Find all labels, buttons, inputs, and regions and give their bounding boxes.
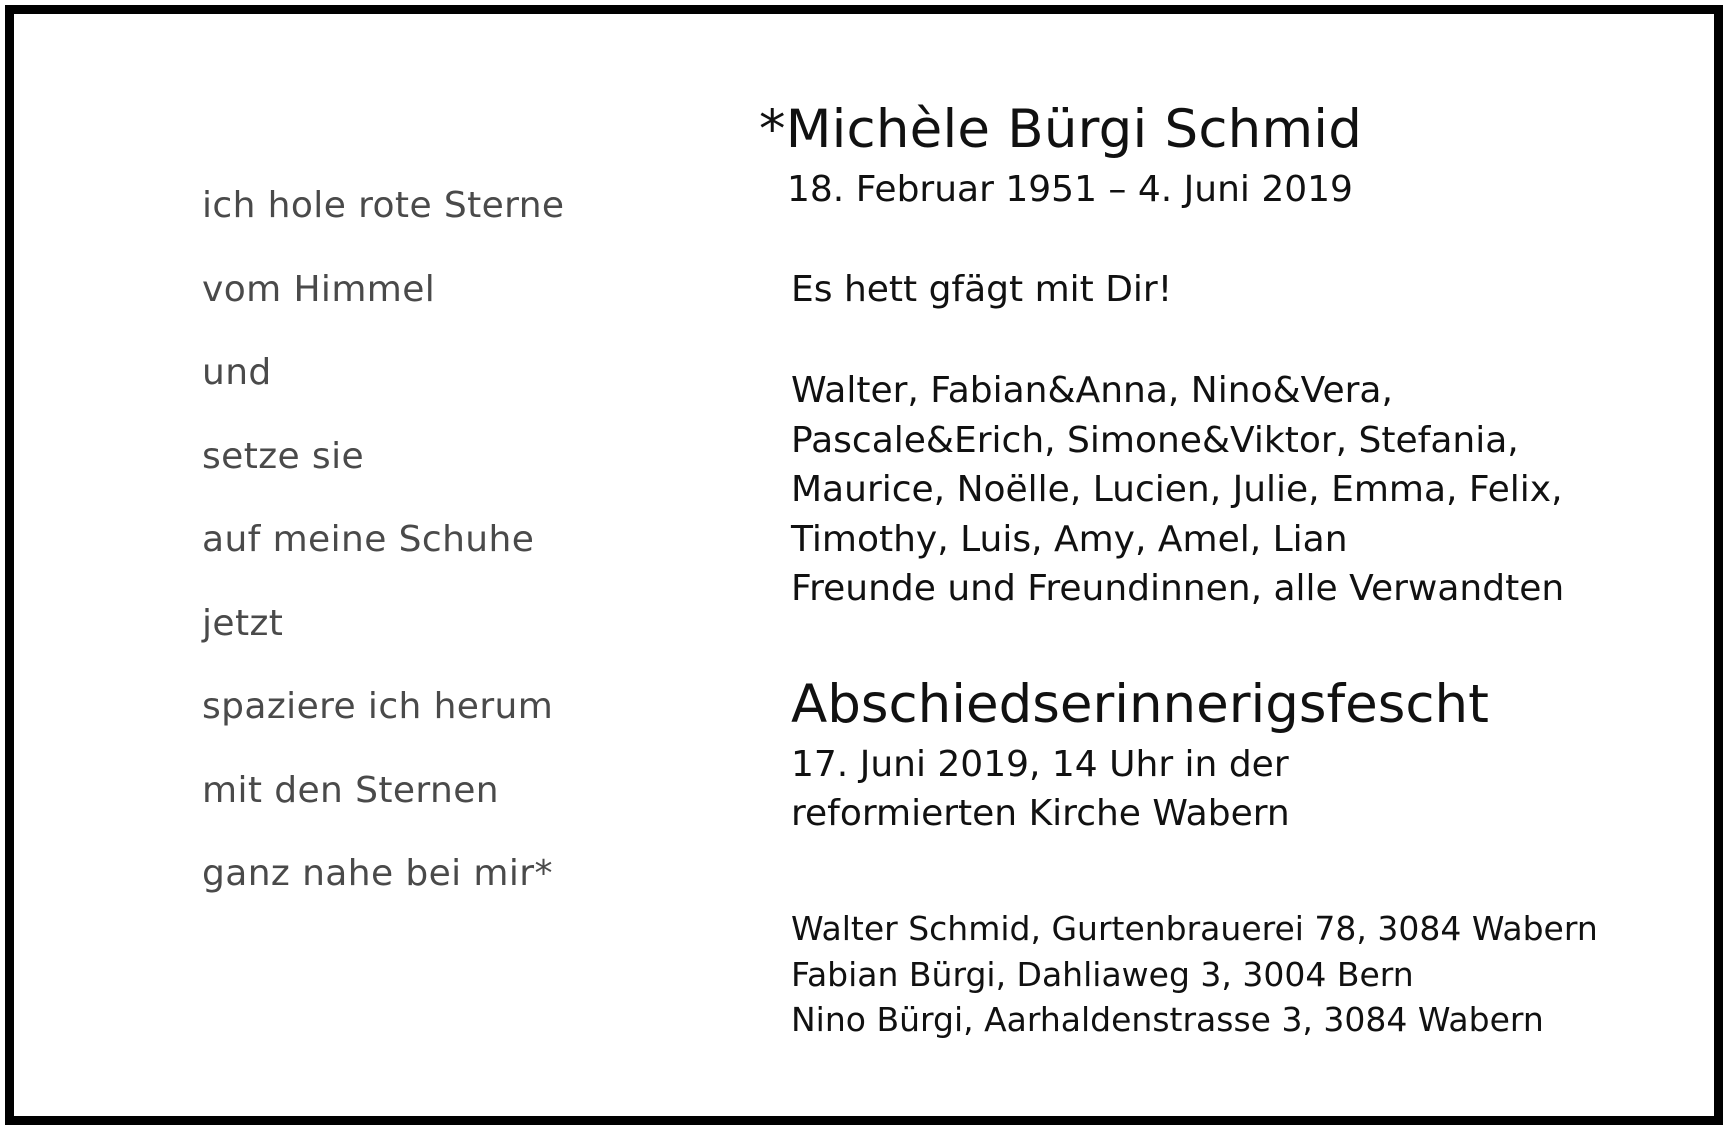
address-line: Walter Schmid, Gurtenbrauerei 78, 3084 Wabern: [791, 909, 1598, 948]
obituary-card: [5, 5, 1723, 1125]
event-line: 17. Juni 2019, 14 Uhr in der: [791, 744, 1289, 785]
poem-line: vom Himmel: [202, 268, 436, 310]
poem-line: setze sie: [202, 435, 365, 477]
family-line: Freunde und Freundinnen, alle Verwandten: [791, 568, 1565, 609]
poem-line: jetzt: [202, 602, 284, 644]
poem-line: ich hole rote Sterne: [202, 185, 565, 226]
event-details: [791, 740, 1290, 838]
family-line: Timothy, Luis, Amy, Amel, Lian: [791, 518, 1348, 560]
address-list: [791, 906, 1598, 1043]
family-line: Pascale&Erich, Simone&Viktor, Stefania,: [791, 419, 1519, 461]
poem-line: spaziere ich herum: [202, 686, 554, 727]
poem-line: und: [202, 352, 272, 393]
poem-line: auf meine Schuhe: [202, 519, 535, 560]
family-line: Maurice, Noëlle, Lucien, Julie, Emma, Felix,: [791, 469, 1563, 510]
event-line: reformierten Kirche Wabern: [791, 793, 1290, 834]
poem: [202, 180, 564, 932]
address-line: Fabian Bürgi, Dahliaweg 3, 3004 Bern: [791, 954, 1414, 994]
deceased-name: *Michèle Bürgi Schmid: [759, 99, 1363, 160]
motto: Es hett gfägt mit Dir!: [791, 269, 1173, 310]
event-title: Abschiedserinnerigsfescht: [791, 674, 1489, 735]
address-line: Nino Bürgi, Aarhaldenstrasse 3, 3084 Wabern: [791, 1000, 1544, 1039]
family-line: Walter, Fabian&Anna, Nino&Vera,: [791, 370, 1393, 411]
family-list: [791, 366, 1564, 614]
poem-line: mit den Sternen: [202, 769, 499, 811]
life-dates: 18. Februar 1951 – 4. Juni 2019: [787, 169, 1353, 210]
poem-line: ganz nahe bei mir*: [202, 853, 553, 894]
